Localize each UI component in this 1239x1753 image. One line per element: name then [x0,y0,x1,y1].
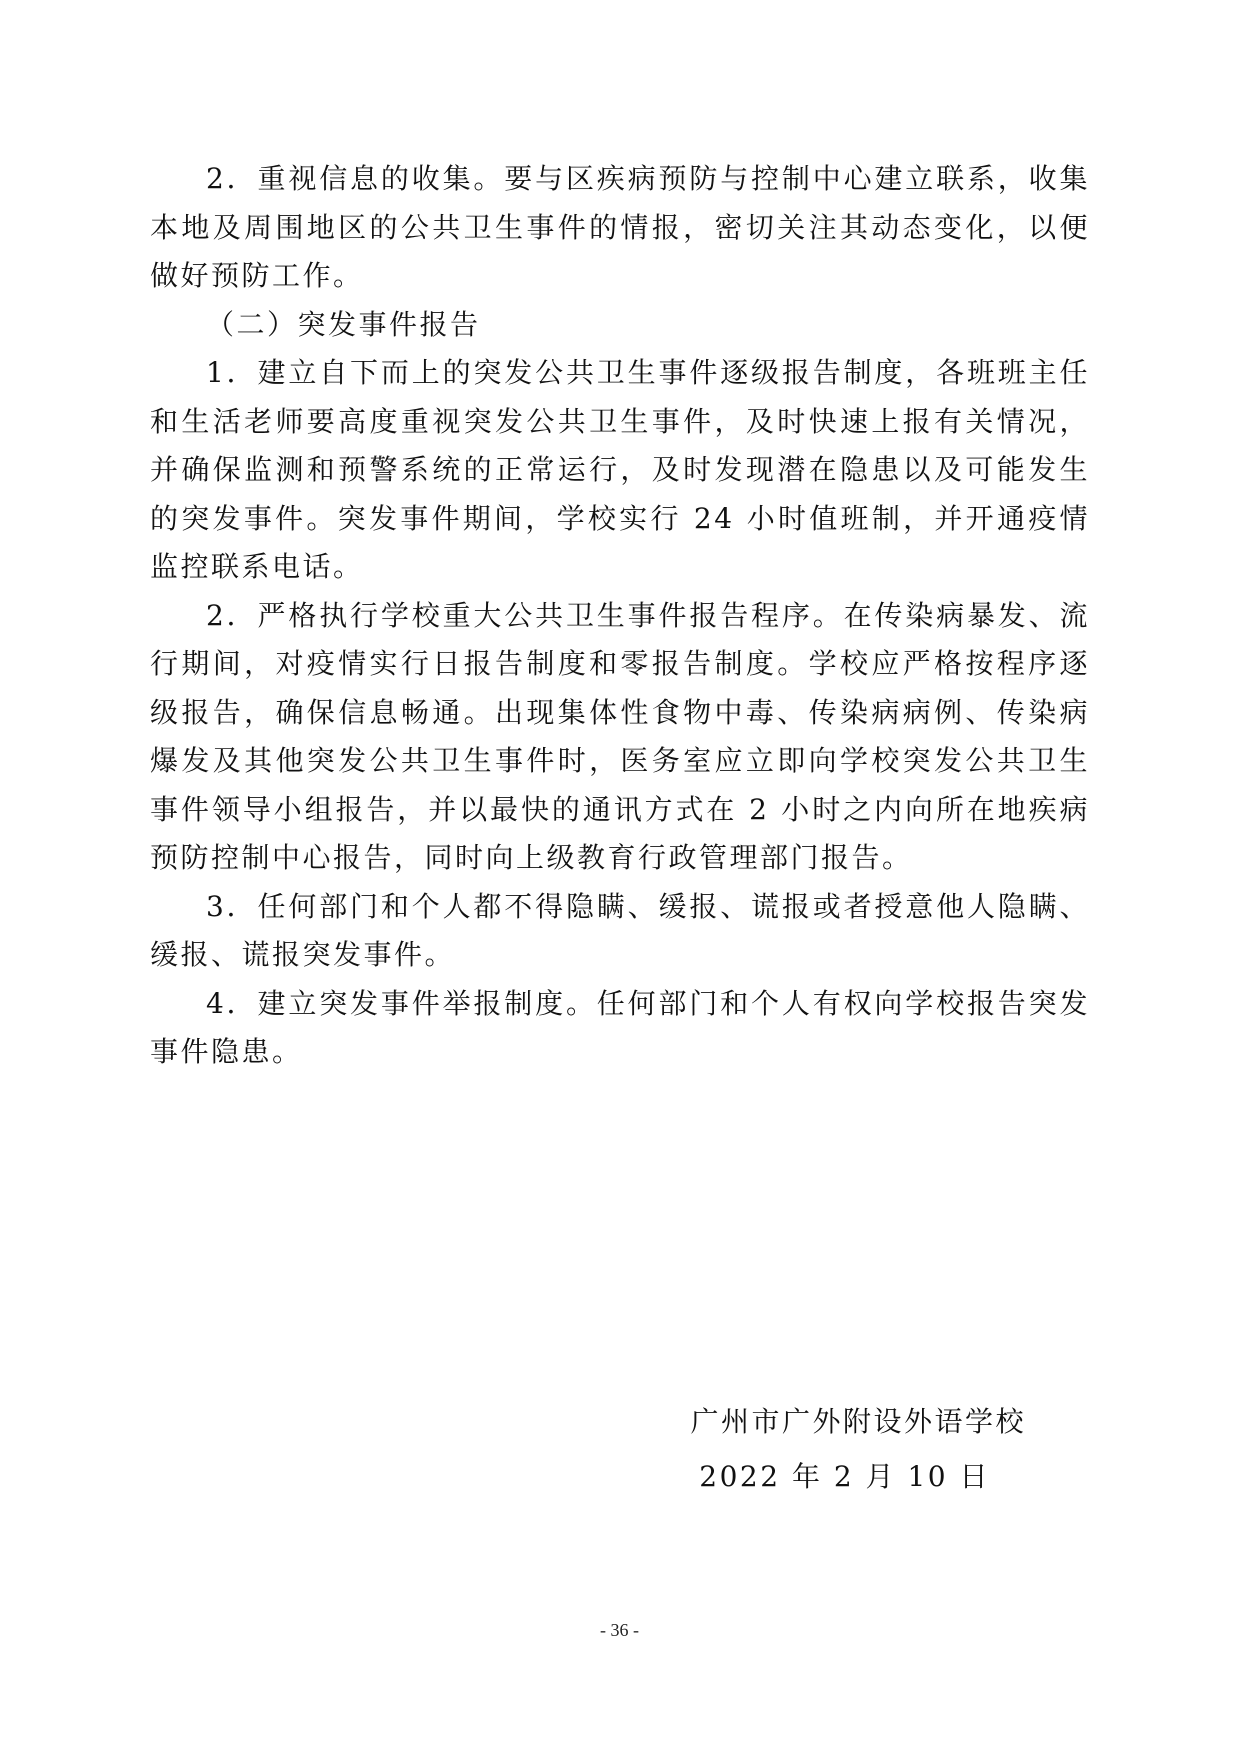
paragraph-no-concealment: 3．任何部门和个人都不得隐瞒、缓报、谎报或者授意他人隐瞒、缓报、谎报突发事件。 [150,889,1090,971]
document-body [150,155,1090,1493]
paragraph-reporting-system: 1．建立自下而上的突发公共卫生事件逐级报告制度，各班班主任和生活老师要高度重视突发公共卫生事件，及时快速上报有关情况，并确保监测和预警系统的正常运行，及时发现潜在隐患以及可能发生的突发事件。突发事件期间，学校实行 24 小时值班制，并开通疫情监控联系电话。 [150,356,1090,583]
page-number: - 36 - [600,1620,639,1640]
section-heading-incident-report: （二）突发事件报告 [206,307,481,341]
paragraph-info-collection: 2．重视信息的收集。要与区疾病预防与控制中心建立联系，收集本地及周围地区的公共卫生事件的情报，密切关注其动态变化，以便做好预防工作。 [150,162,1090,292]
signature-organization: 广州市广外附设外语学校 [690,1405,1026,1438]
signature-date: 2022 年 2 月 10 日 [699,1460,990,1493]
paragraph-whistleblowing: 4．建立突发事件举报制度。任何部门和个人有权向学校报告突发事件隐患。 [150,986,1090,1068]
paragraph-reporting-procedure: 2．严格执行学校重大公共卫生事件报告程序。在传染病暴发、流行期间，对疫情实行日报告制度和零报告制度。学校应严格按程序逐级报告，确保信息畅通。出现集体性食物中毒、传染病病例、传染病爆发及其他突发公共卫生事件时，医务室应立即向学校突发公共卫生事件领导小组报告，并以最快的通讯方式在 2 小时之内向所在地疾病预防控制中心报告，同时向上级教育行政管理部门报告。 [150,598,1090,874]
